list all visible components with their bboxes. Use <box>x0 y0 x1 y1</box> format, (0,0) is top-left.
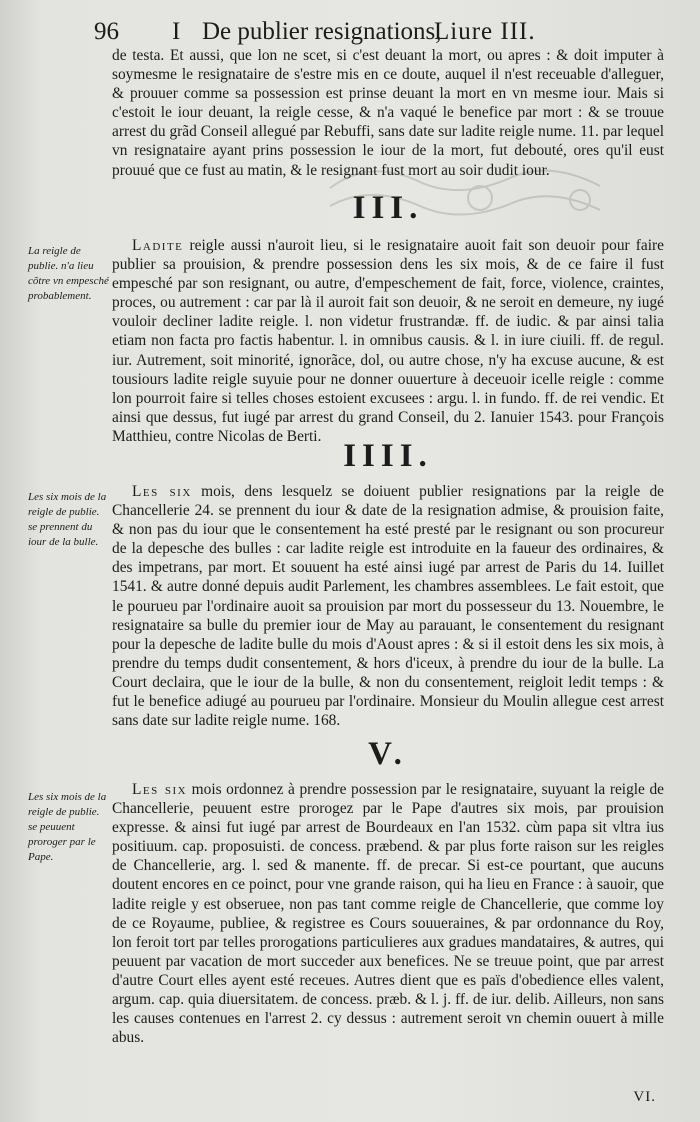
section-continuation <box>112 46 664 180</box>
margin-note-iiii: Les six mois de la reigle de publie. se prennent du iour de la bulle. <box>28 491 107 548</box>
running-head <box>94 18 614 48</box>
section-iii <box>112 236 664 446</box>
catchword: VI. <box>633 1089 656 1105</box>
section-heading-iii: III. <box>352 190 424 226</box>
lead-words: Les six <box>132 483 192 500</box>
section-heading-iiii: IIII. <box>343 438 433 474</box>
signature-mark: I <box>172 18 181 45</box>
paragraph-text: mois ordonnez à prendre possession par le resignataire, suyuant la reigle de Chancellerie, peuuent estre prorogez par le Pape d'autres six mois, par prouision expresse. & ainsi fut iugé par arrest de Bourdeaux en l'an 1532. cùm papa sit vltra ius positiuum. cap. proposuisti. de concess. præbend. & par plus forte raison sur les reigles de Chancellerie, arg. l. sed & manente. ff. de precar. Si est-ce pourtant, que aucuns doutent encores en ce poinct, pour vne grande raison, qui ha lieu en France : à sauoir, que ladite reigle y est obseruee, non pas tant comme reigle de Chancellerie, que comme loy de ce Royaume, publiee, & registree es Cours souueraines, & par ordonnance du Roy, lon feroit tort par telles prorogations particulieres aux gradues mandataires, & autres, qui peuuent par vacation de mort succeder aux benefices. Ne se treuue point, que par arrest d'autre Court elles ayent esté receues. Autres dient que es païs d'obedience elles valent, argum. cap. quia diuersitatem. de concess. præb. & l. j. ff. de iur. delib. Ailleurs, non sans les causes contenues en l'arrest 2. cy dessus : autrement seroit vn chemin ouuert à mille abus. <box>112 781 664 1047</box>
paragraph: de testa. Et aussi, que lon ne scet, si c'est deuant la mort, ou apres : & doit imputer à soymesme le resignataire de s'estre mis en ce doute, auquel il n'est receuable d'alleguer, & prouuer comme sa possession est prinse deuant la mort en vn mesme iour. Mais si c'estoit le iour deuant, la reigle cesse, & n'a vaqué le benefice par mort : & se trouue arrest du grãd Conseil allegué par Rebuffi, sans date sur ladite reigle nume. 11. par lequel vn resignataire ayant prins possession le iour de la mort, fut debouté, ores qu'il eust prouué que ce fust au matin, & le resignant fust mort au soir dudit iour. <box>112 47 664 179</box>
page-number: 96 <box>94 18 119 45</box>
running-title: De publier resignations, <box>202 18 442 45</box>
paragraph-text: mois, dens lesquelz se doiuent publier resignations par la reigle de Chancellerie 24. se prennent du iour & date de la resignation admise, & prouision faite, & non pas du iour que le consentement ha esté presté par le resignant ou son procureur de la depesche des bulles : car ladite reigle est introduite en la faueur des ordinaires, & des impetrans, par mort. Et souuent ha esté ainsi iugé par arrest de Paris du 14. Iuillet 1541. & autre donné depuis audit Parlement, les chambres assemblees. Le fait estoit, que le pourueu par l'ordinaire auoit sa prouision par mort du possesseur du 13. Nouembre, le resignataire sa bulle du premier iour de May au parauant, le consentement du resignant pour la depesche de ladite bulle du mois d'Aoust apres : & si il estoit dens les six mois, à prendre du temps dudit consentement, & hors d'iceux, à prendre du iour de la bulle. La Court declaira, que le iour de la bulle, & non du consentement, reigloit ledit temps : & fut le benefice adiugé au pourueu par l'ordinaire. Monsieur du Moulin allegue cest arrest sans date sur ladite reigle nume. 168. <box>112 483 665 730</box>
section-iiii <box>112 482 664 730</box>
paragraph <box>112 482 664 730</box>
section-heading-v: V. <box>368 736 408 772</box>
book-number: Liure III. <box>434 18 536 45</box>
lead-words: Les six <box>132 781 188 798</box>
lead-words: Ladite <box>132 237 184 254</box>
paragraph <box>112 780 664 1047</box>
margin-note-iii: La reigle de publie. n'a lieu cõtre vn empesché probablement. <box>28 245 109 302</box>
paragraph <box>112 236 664 446</box>
section-v <box>112 780 664 1047</box>
paragraph-text: reigle aussi n'auroit lieu, si le resignataire auoit fait son deuoir pour faire publier sa prouision, & prendre possession dens les six mois, & de ce faire il fust empesché par son resignant, ou autre, d'empeschement de fait, force, violence, craintes, proces, ou autrement : car par là il auroit fait son deuoir, & ne seroit en demeure, ny iugé vouloir decliner ladite reigle. l. non videtur frustrandæ. ff. de iudic. & par ainsi talia etiam non facta pro factis habentur. l. in omnibus causis. & l. in iure ciuili. ff. de regul. iur. Autrement, soit minorité, ignorãce, dol, ou autre chose, n'y ha excuse aucune, & est tousiours ladite reigle suyuie pour ne donner ouuerture à deceuoir icelle reigle : comme lon pourroit faire si telles choses estoient excusees : argu. l. in fundo. ff. de rei vendic. Et ainsi que dessus, fut iugé par arrest du grand Conseil, du 2. Ianuier 1543. pour François Matthieu, contre Nicolas de Berti. <box>112 237 664 445</box>
margin-note-v: Les six mois de la reigle de publie. se peuuent proroger par le Pape. <box>28 791 107 863</box>
